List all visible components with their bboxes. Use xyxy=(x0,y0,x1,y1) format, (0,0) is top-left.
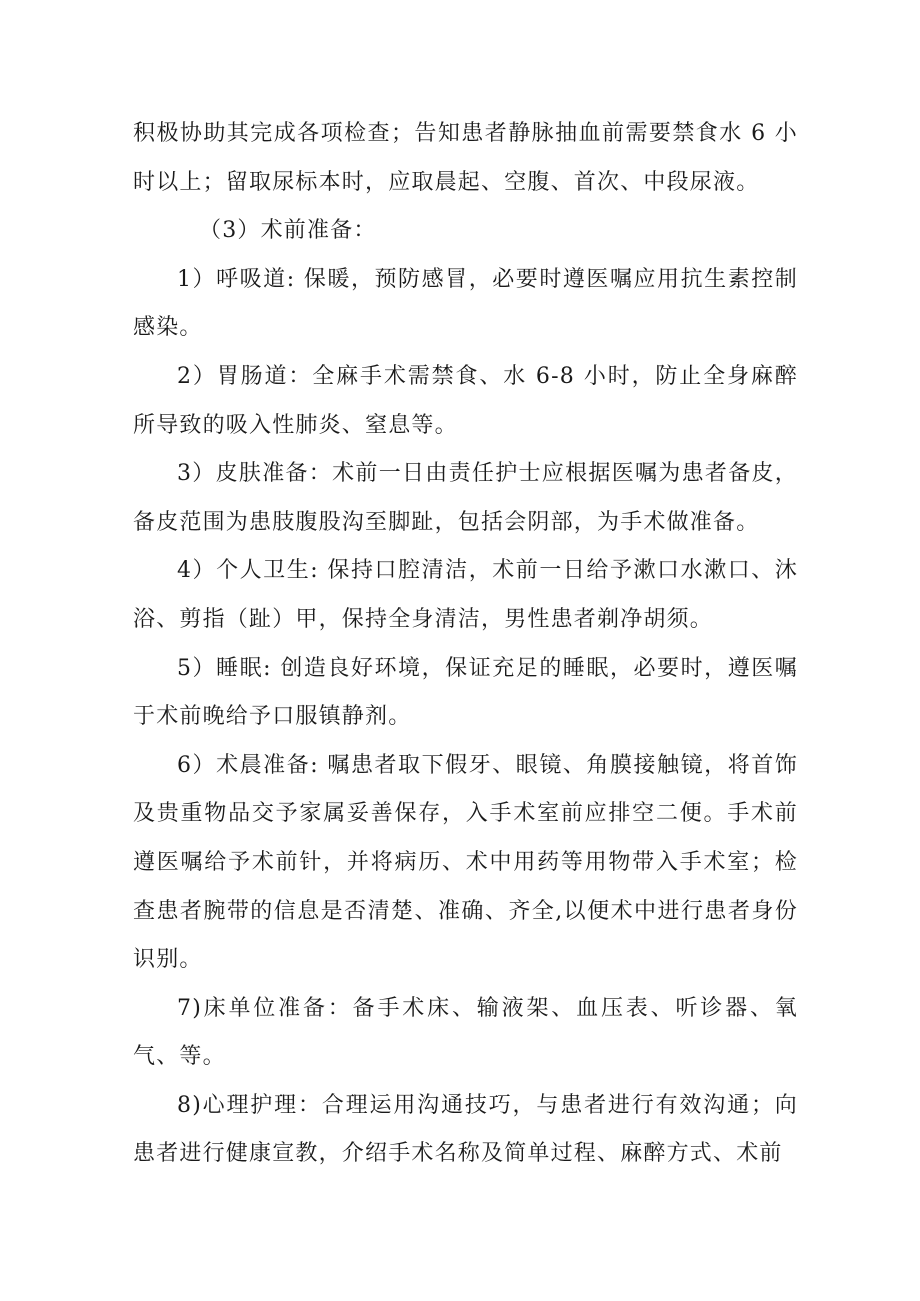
paragraph-personal-hygiene: 4）个人卫生: 保持口腔清洁，术前一日给予漱口水漱口、沐浴、剪指（趾）甲，保持全身清洁，男性患者剃净胡须。 xyxy=(133,558,798,632)
paragraph-skin-prep: 3）皮肤准备：术前一日由责任护士应根据医嘱为患者备皮，备皮范围为患肢腹股沟至脚趾，包括会阴部，为手术做准备。 xyxy=(133,461,798,535)
paragraph-bed-unit-prep: 7)床单位准备：备手术床、输液架、血压表、听诊器、氧气、等。 xyxy=(133,995,798,1070)
paragraph-gastrointestinal: 2）胃肠道：全麻手术需禁食、水 6-8 小时，防止全身麻醉所导致的吸入性肺炎、窒息等。 xyxy=(133,363,798,438)
paragraph-psychological-care: 8)心理护理：合理运用沟通技巧，与患者进行有效沟通；向患者进行健康宣教，介绍手术名称及简单过程、麻醉方式、术前 xyxy=(133,1092,798,1167)
paragraph-sleep: 5）睡眠: 创造良好环境，保证充足的睡眠，必要时，遵医嘱于术前晚给予口服镇静剂。 xyxy=(133,655,798,730)
paragraph-respiratory: 1）呼吸道: 保暖，预防感冒，必要时遵医嘱应用抗生素控制感染。 xyxy=(133,266,798,341)
section-heading-preop-prep: （3）术前准备： xyxy=(199,218,377,244)
document-body xyxy=(133,110,798,1179)
paragraph-morning-prep: 6）术晨准备: 嘱患者取下假牙、眼镜、角膜接触镜，将首饰及贵重物品交予家属妥善保存，入手术室前应排空二便。手术前遵医嘱给予术前针，并将病历、术中用药等用物带入手术室；检查患者腕带的信息是否清楚、准确、齐全,以便术中进行患者身份识别。 xyxy=(133,752,798,973)
paragraph-continuation: 积极协助其完成各项检查；告知患者静脉抽血前需要禁食水 6 小时以上；留取尿标本时，应取晨起、空腹、首次、中段尿液。 xyxy=(133,121,798,195)
